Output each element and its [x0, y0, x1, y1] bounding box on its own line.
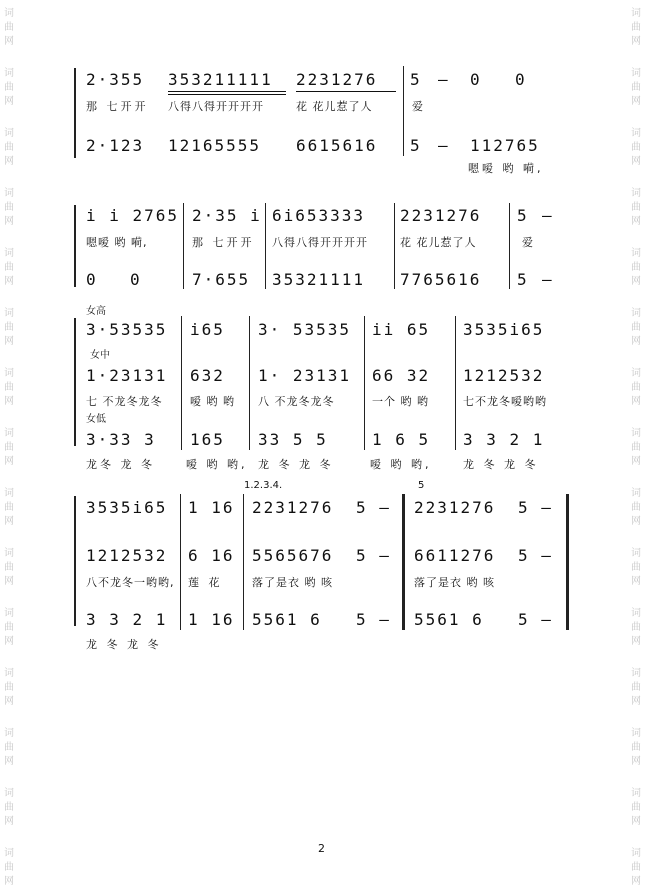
watermark-char: 词 [4, 8, 14, 19]
note-group: 2·355 [86, 70, 145, 89]
watermark-char: 词 [631, 548, 641, 559]
lyric: 落了是衣 哟 咳 [414, 576, 495, 589]
watermark-char: 词 [631, 368, 641, 379]
voice-label: 女高 [86, 306, 106, 317]
note-group: — [438, 70, 450, 89]
note-group: 5 — [518, 610, 553, 629]
lyric: 一个 哟 哟 [372, 395, 429, 408]
barline [455, 316, 456, 450]
lyric: 嗳 哟 哟 [190, 395, 235, 408]
watermark-char: 网 [631, 336, 641, 347]
lyric: 嗯嗳 哟 嗬, [86, 236, 148, 249]
lyric: 嗯嗳 哟 嗬, [468, 162, 544, 175]
watermark-char: 网 [631, 876, 641, 887]
note-group: 1·23131 [86, 366, 168, 385]
watermark-char: 词 [4, 728, 14, 739]
barline [180, 494, 181, 630]
note-group: 3 3 2 1 [463, 430, 545, 449]
barline [181, 316, 182, 450]
note-group: 5 — [518, 546, 553, 565]
note-group: 1212532 [86, 546, 168, 565]
lyric: 爱 [522, 236, 536, 249]
watermark-char: 网 [631, 636, 641, 647]
note-group: 2231276 [414, 498, 496, 517]
watermark-char: 曲 [631, 82, 641, 93]
watermark-char: 曲 [4, 622, 14, 633]
watermark-char: 曲 [4, 322, 14, 333]
watermark-char: 网 [631, 576, 641, 587]
watermark-char: 词 [631, 488, 641, 499]
note-group: 6 16 [188, 546, 235, 565]
lyric: 花 花儿惹了人 [296, 100, 373, 113]
barline [243, 494, 244, 630]
watermark-char: 网 [4, 216, 14, 227]
watermark-char: 网 [631, 456, 641, 467]
note-group: 1 16 [188, 610, 235, 629]
note-group: 5 [410, 136, 422, 155]
lyric: 八得八得开开开开 [168, 100, 264, 113]
note-group: 2231276 [400, 206, 482, 225]
note-group: 2231276 [296, 70, 378, 89]
watermark-char: 词 [631, 428, 641, 439]
note-group: 3· 53535 [258, 320, 352, 339]
lyric: 七 不龙冬龙冬 [86, 395, 163, 408]
lyric: 莲 花 [188, 576, 223, 589]
watermark-char: 网 [631, 696, 641, 707]
watermark-char: 网 [4, 156, 14, 167]
note-group: 6611276 [414, 546, 496, 565]
lyric: 那 七开开 [192, 236, 255, 249]
note-group: i65 [190, 320, 225, 339]
watermark-char: 词 [631, 128, 641, 139]
watermark-char: 词 [4, 368, 14, 379]
watermark-char: 曲 [4, 82, 14, 93]
note-group: 7·655 [192, 270, 251, 289]
barline [265, 203, 266, 289]
watermark-char: 网 [631, 516, 641, 527]
lyric: 八 不龙冬龙冬 [258, 395, 335, 408]
watermark-char: 词 [631, 848, 641, 859]
system-bracket [74, 68, 76, 158]
system-bracket [74, 205, 76, 287]
lyric: 嗳 哟 哟, [186, 458, 248, 471]
note-group: — [542, 206, 554, 225]
note-group: 1 6 5 [372, 430, 431, 449]
watermark-char: 词 [4, 848, 14, 859]
lyric: 花 花儿惹了人 [400, 236, 477, 249]
note-group: 33 5 5 [258, 430, 328, 449]
watermark-char: 曲 [4, 22, 14, 33]
watermark-char: 曲 [631, 622, 641, 633]
note-group: 5565676 [252, 546, 334, 565]
system-bracket [74, 496, 76, 626]
watermark-char: 曲 [4, 802, 14, 813]
note-group: 5561 6 [414, 610, 484, 629]
lyric: 龙 冬 龙 冬 [463, 458, 539, 471]
watermark-right [629, 0, 643, 891]
note-group: 3 3 2 1 [86, 610, 168, 629]
note-group: 1 16 [188, 498, 235, 517]
note-group: 6i653333 [272, 206, 366, 225]
note-group: 5 [517, 206, 529, 225]
note-group: 66 32 [372, 366, 431, 385]
watermark-char: 网 [4, 276, 14, 287]
note-group: 3535i65 [86, 498, 168, 517]
watermark-char: 网 [4, 756, 14, 767]
note-group: 35321111 [272, 270, 366, 289]
watermark-char: 词 [4, 788, 14, 799]
note-group: 1· 23131 [258, 366, 352, 385]
watermark-char: 网 [4, 96, 14, 107]
watermark-char: 词 [4, 548, 14, 559]
beam [296, 91, 396, 92]
lyric: 落了是衣 哟 咳 [252, 576, 333, 589]
watermark-char: 网 [4, 876, 14, 887]
watermark-char: 词 [4, 488, 14, 499]
lyric: 八得八得开开开开 [272, 236, 368, 249]
watermark-left [2, 0, 16, 891]
watermark-char: 曲 [631, 262, 641, 273]
watermark-char: 曲 [631, 382, 641, 393]
note-group: 0 [515, 70, 527, 89]
watermark-char: 曲 [4, 862, 14, 873]
watermark-char: 词 [631, 608, 641, 619]
watermark-char: 网 [4, 336, 14, 347]
note-group: 112765 [470, 136, 540, 155]
watermark-char: 网 [4, 36, 14, 47]
note-group: 1212532 [463, 366, 545, 385]
watermark-char: 词 [4, 68, 14, 79]
watermark-char: 网 [631, 396, 641, 407]
watermark-char: 曲 [4, 202, 14, 213]
note-group: i i 2765 [86, 206, 180, 225]
note-group: 0 [470, 70, 482, 89]
watermark-char: 词 [631, 668, 641, 679]
note-group: — [542, 270, 554, 289]
lyric: 龙 冬 龙 冬 [86, 638, 162, 651]
voice-label: 女低 [86, 414, 106, 425]
watermark-char: 曲 [4, 262, 14, 273]
watermark-char: 词 [631, 248, 641, 259]
watermark-char: 曲 [631, 862, 641, 873]
watermark-char: 网 [631, 96, 641, 107]
watermark-char: 网 [631, 156, 641, 167]
note-group: 632 [190, 366, 225, 385]
watermark-char: 词 [4, 248, 14, 259]
note-group: 353211111 [168, 70, 273, 89]
barline [509, 203, 510, 289]
barline [394, 203, 395, 289]
watermark-char: 曲 [4, 142, 14, 153]
lyric: 嗳 哟 哟, [370, 458, 432, 471]
watermark-char: 曲 [631, 742, 641, 753]
watermark-char: 曲 [4, 442, 14, 453]
watermark-char: 网 [4, 516, 14, 527]
note-group: 3535i65 [463, 320, 545, 339]
watermark-char: 曲 [4, 382, 14, 393]
watermark-char: 网 [4, 696, 14, 707]
note-group: 5 — [356, 546, 391, 565]
beam [168, 94, 286, 95]
watermark-char: 曲 [631, 322, 641, 333]
watermark-char: 网 [4, 816, 14, 827]
barline [249, 316, 250, 450]
watermark-char: 网 [631, 816, 641, 827]
watermark-char: 网 [4, 576, 14, 587]
note-group: 5 [517, 270, 529, 289]
note-group: 3·53535 [86, 320, 168, 339]
watermark-char: 词 [631, 308, 641, 319]
watermark-char: 词 [4, 608, 14, 619]
watermark-char: 曲 [631, 682, 641, 693]
watermark-char: 曲 [4, 742, 14, 753]
lyric: 龙 冬 龙 冬 [258, 458, 334, 471]
note-group: 12165555 [168, 136, 262, 155]
watermark-char: 曲 [4, 562, 14, 573]
page-number: 2 [318, 842, 325, 855]
beam [168, 91, 286, 92]
note-group: 5 — [356, 610, 391, 629]
note-group: 2·123 [86, 136, 145, 155]
watermark-char: 词 [4, 128, 14, 139]
note-group: 5 — [356, 498, 391, 517]
watermark-char: 网 [4, 396, 14, 407]
repeat-barline [402, 494, 405, 630]
watermark-char: 曲 [631, 442, 641, 453]
barline [403, 66, 404, 156]
watermark-char: 曲 [631, 202, 641, 213]
watermark-char: 曲 [631, 502, 641, 513]
note-group: 3·33 3 [86, 430, 156, 449]
note-group: 5 — [518, 498, 553, 517]
watermark-char: 网 [631, 756, 641, 767]
note-group: 2·35 i [192, 206, 262, 225]
lyric: 爱 [412, 100, 426, 113]
watermark-char: 词 [631, 8, 641, 19]
watermark-char: 词 [631, 728, 641, 739]
system-bracket [74, 318, 76, 446]
volta-2: 5 [418, 480, 425, 491]
watermark-char: 网 [631, 36, 641, 47]
watermark-char: 曲 [631, 22, 641, 33]
watermark-char: 曲 [631, 562, 641, 573]
watermark-char: 网 [4, 636, 14, 647]
watermark-char: 网 [4, 456, 14, 467]
lyric: 龙冬 龙 冬 [86, 458, 155, 471]
watermark-char: 网 [631, 216, 641, 227]
note-group: 165 [190, 430, 225, 449]
note-group: 2231276 [252, 498, 334, 517]
watermark-char: 词 [631, 68, 641, 79]
watermark-char: 词 [631, 788, 641, 799]
lyric: 那 七开开 [86, 100, 149, 113]
watermark-char: 词 [4, 188, 14, 199]
watermark-char: 曲 [4, 682, 14, 693]
note-group: 6615616 [296, 136, 378, 155]
watermark-char: 词 [4, 428, 14, 439]
note-group: — [438, 136, 450, 155]
note-group: 0 [130, 270, 142, 289]
lyric: 八不龙冬一哟哟, [86, 576, 175, 589]
watermark-char: 曲 [631, 802, 641, 813]
note-group: ii 65 [372, 320, 431, 339]
note-group: 5 [410, 70, 422, 89]
final-barline [566, 494, 569, 630]
watermark-char: 词 [4, 668, 14, 679]
watermark-char: 词 [4, 308, 14, 319]
note-group: 7765616 [400, 270, 482, 289]
barline [364, 316, 365, 450]
watermark-char: 曲 [631, 142, 641, 153]
barline [183, 203, 184, 289]
volta-1: 1.2.3.4. [244, 480, 283, 491]
watermark-char: 词 [631, 188, 641, 199]
lyric: 七不龙冬嗳哟哟 [463, 395, 547, 408]
watermark-char: 网 [631, 276, 641, 287]
voice-label: 女中 [90, 350, 110, 361]
watermark-char: 曲 [4, 502, 14, 513]
note-group: 0 [86, 270, 98, 289]
note-group: 5561 6 [252, 610, 322, 629]
